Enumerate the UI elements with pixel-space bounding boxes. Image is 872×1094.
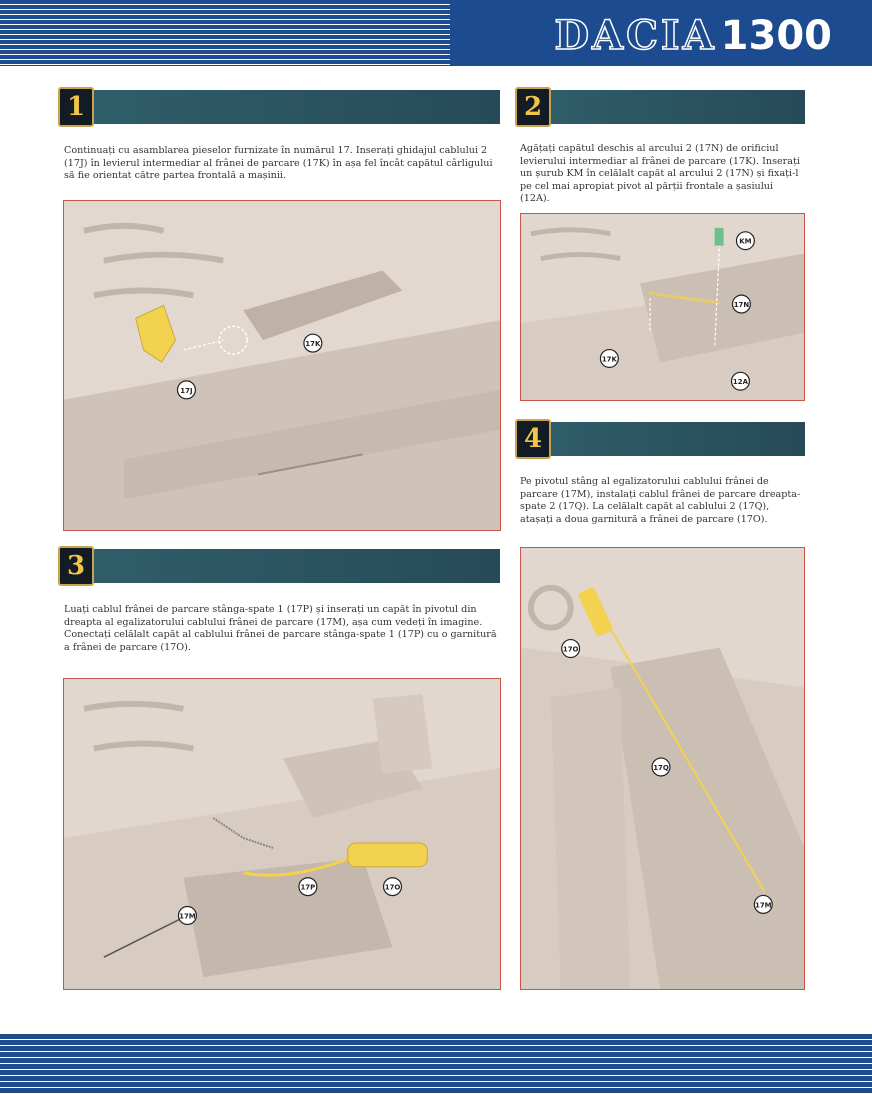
step-3-number: 3 bbox=[58, 546, 94, 586]
step-4-banner bbox=[520, 422, 805, 456]
svg-text:12A: 12A bbox=[732, 378, 748, 387]
svg-text:17Q: 17Q bbox=[653, 763, 669, 772]
callout-17o bbox=[562, 640, 580, 658]
step-2-banner bbox=[520, 90, 805, 124]
step-1-text: Continuați cu asamblarea pieselor furnizate în numărul 17. Inserați ghidajul cablului 2 (17J) în levierul intermediar al frânei de parcare (17K) în așa fel încât capătul cârligului să fie orientat către partea frontală a mașinii. bbox=[64, 145, 493, 181]
callout-17k bbox=[304, 334, 322, 352]
brand-number: 1300 bbox=[720, 13, 832, 59]
callout-17k bbox=[600, 350, 618, 368]
step-3-image bbox=[63, 678, 501, 990]
svg-text:17M: 17M bbox=[179, 912, 196, 921]
brand-logo bbox=[554, 12, 832, 59]
callout-12a bbox=[732, 372, 750, 390]
page-header bbox=[0, 0, 872, 66]
step-1-image bbox=[63, 200, 501, 531]
step-4-number: 4 bbox=[515, 419, 551, 459]
step-2-number: 2 bbox=[515, 87, 551, 127]
svg-text:17P: 17P bbox=[300, 883, 316, 892]
step-3-text: Luați cablul frânei de parcare stânga-spate 1 (17P) și inserați un capăt în pivotul din dreapta al egalizatorului cablului frânei de parcare (17M), așa cum vedeți în imagine. Conectați celălalt capăt al cablului frânei de parcare stânga-spate 1 (17P) cu o garnitură a frânei de parcare (17O). bbox=[64, 604, 497, 653]
callout-km bbox=[736, 232, 754, 250]
step-1-number: 1 bbox=[58, 87, 94, 127]
step-1-banner bbox=[64, 90, 500, 124]
svg-text:17O: 17O bbox=[384, 883, 401, 892]
callout-17n bbox=[733, 295, 751, 313]
header-stripes bbox=[0, 0, 450, 66]
callout-17m bbox=[178, 907, 196, 925]
svg-text:17K: 17K bbox=[305, 340, 321, 349]
brand-name: DACIA bbox=[554, 12, 717, 59]
svg-text:17J: 17J bbox=[180, 386, 193, 395]
svg-text:17M: 17M bbox=[755, 901, 772, 910]
callout-17j bbox=[177, 381, 195, 399]
svg-text:17N: 17N bbox=[733, 301, 750, 309]
svg-text:KM: KM bbox=[739, 237, 752, 246]
step-3-banner bbox=[64, 549, 500, 583]
callout-17m bbox=[754, 895, 772, 913]
step-2-text: Agățați capătul deschis al arcului 2 (17N) de orificiul levierului intermediar al frânei de parcare (17K). Inserați un șurub KM în celălalt capăt al arcului 2 (17N) și fixați-l pe cel mai apropiat pivot al părții frontale a șasiului (12A). bbox=[520, 143, 800, 204]
step-4-image bbox=[520, 547, 805, 990]
svg-text:17K: 17K bbox=[601, 355, 617, 364]
step-4-text: Pe pivotul stâng al egalizatorului cablului frânei de parcare (17M), instalați cablul frânei de parcare dreapta-spate 2 (17Q). La celălalt capăt al cablului 2 (17Q), atașați a doua garnitură a frânei de parcare (17O). bbox=[520, 476, 801, 525]
step-2-image bbox=[520, 213, 805, 401]
callout-17p bbox=[299, 878, 317, 896]
svg-text:17O: 17O bbox=[562, 645, 579, 654]
callout-17q bbox=[652, 758, 670, 776]
page-footer bbox=[0, 1034, 872, 1094]
callout-17o bbox=[384, 878, 402, 896]
